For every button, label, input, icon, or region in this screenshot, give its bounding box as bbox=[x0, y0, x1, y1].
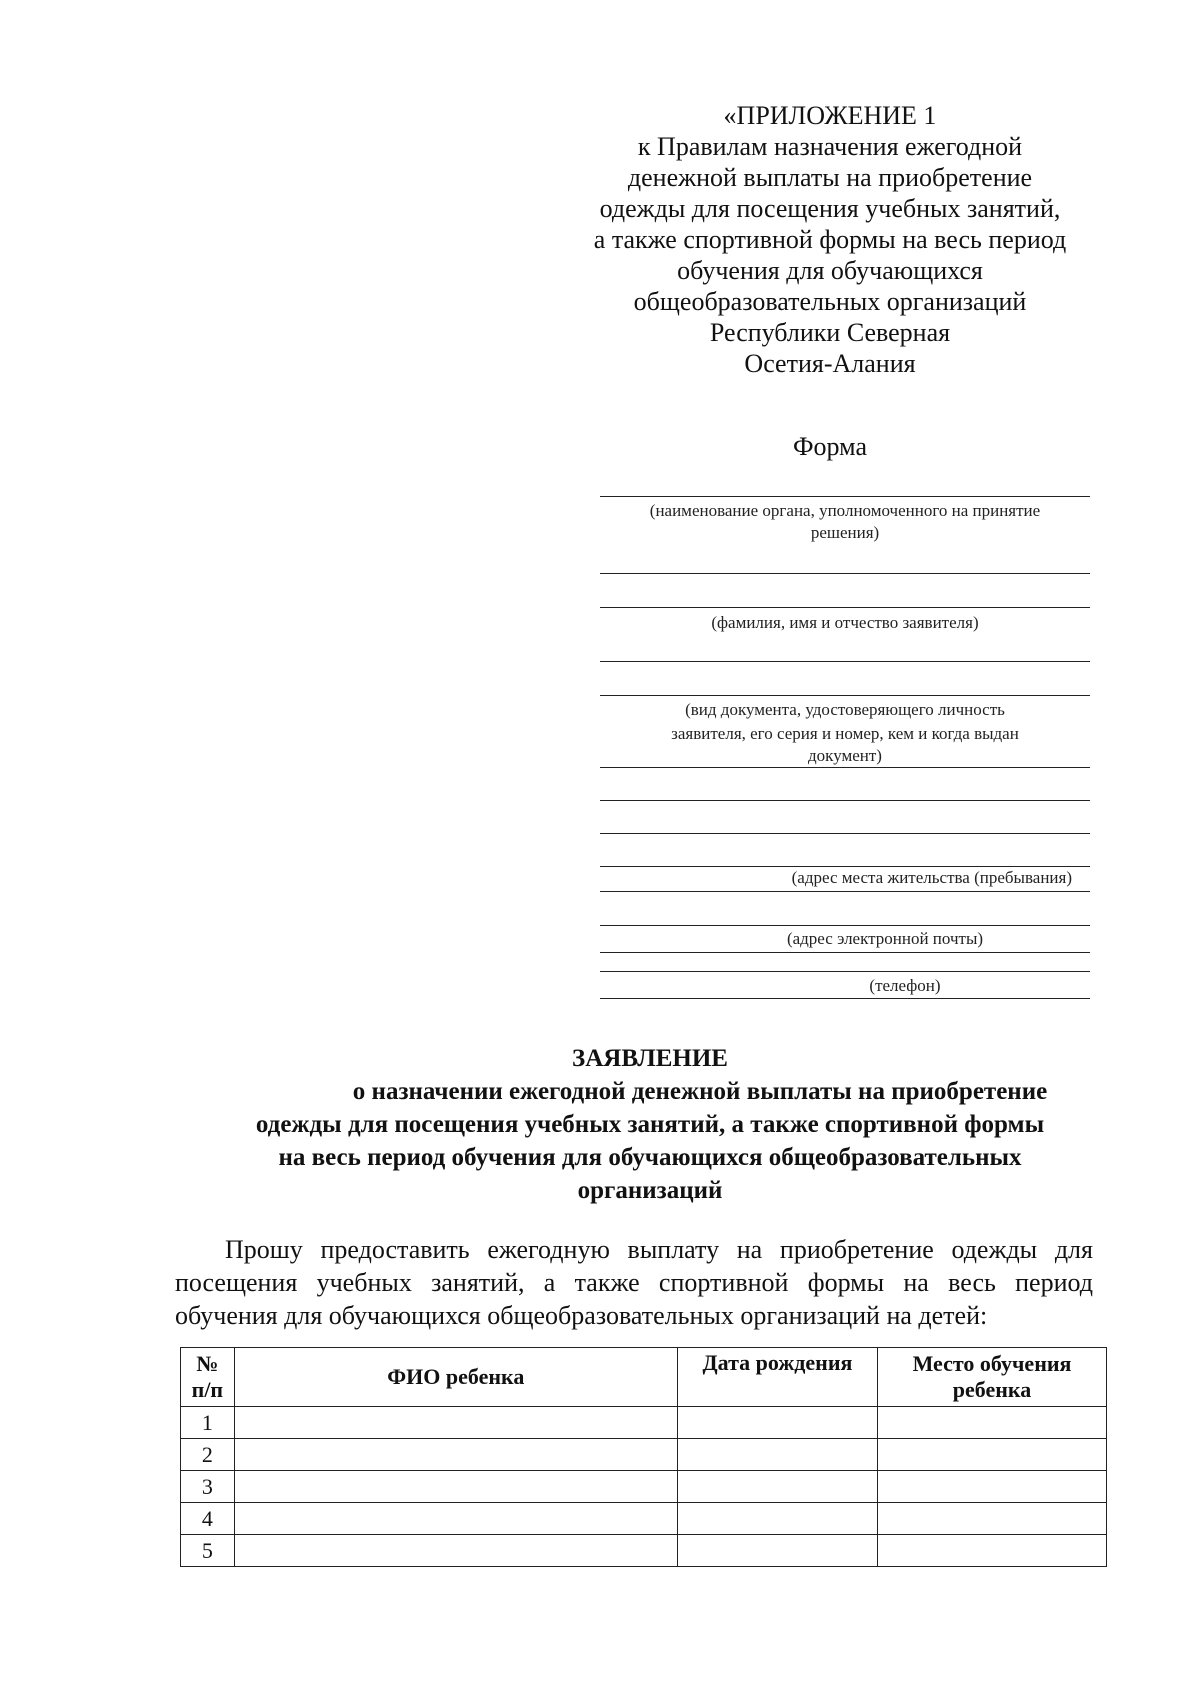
blank-line[interactable] bbox=[600, 767, 1090, 768]
col-number-header bbox=[181, 1348, 235, 1407]
fio-cell[interactable] bbox=[234, 1535, 677, 1567]
appendix-line: Осетия-Алания bbox=[744, 349, 916, 378]
id-document-caption: (вид документа, удостоверяющего личность bbox=[685, 700, 1005, 719]
appendix-line: к Правилам назначения ежегодной bbox=[637, 132, 1023, 161]
applicant-name-caption: (фамилия, имя и отчество заявителя) bbox=[711, 613, 979, 632]
appendix-line: «ПРИЛОЖЕНИЕ 1 bbox=[723, 101, 937, 130]
table-row bbox=[181, 1503, 1107, 1535]
place-cell[interactable] bbox=[878, 1471, 1107, 1503]
blank-line[interactable] bbox=[600, 661, 1090, 662]
date-cell[interactable] bbox=[677, 1439, 877, 1471]
authority-line[interactable] bbox=[600, 496, 1090, 497]
title-line: на весь период обучения для обучающихся общеобразовательных bbox=[278, 1144, 1022, 1171]
table-header-row bbox=[181, 1348, 1107, 1407]
header-text: ребенка bbox=[952, 1377, 1032, 1402]
header-text: № bbox=[196, 1351, 219, 1376]
title-heading: ЗАЯВЛЕНИЕ bbox=[572, 1045, 728, 1072]
request-paragraph bbox=[175, 1233, 1093, 1332]
authority-caption: (наименование органа, уполномоченного на принятие bbox=[649, 501, 1041, 520]
children-table bbox=[180, 1347, 1107, 1567]
id-document-line[interactable] bbox=[600, 695, 1090, 696]
date-cell[interactable] bbox=[677, 1407, 877, 1439]
date-cell[interactable] bbox=[677, 1471, 877, 1503]
table-row bbox=[181, 1535, 1107, 1567]
address-caption: (адрес места жительства (пребывания) bbox=[791, 868, 1072, 887]
email-line[interactable] bbox=[600, 925, 1090, 926]
header-text: Место обучения bbox=[912, 1351, 1072, 1376]
blank-line[interactable] bbox=[600, 833, 1090, 834]
row-number: 1 bbox=[181, 1407, 235, 1439]
id-document-caption: документ) bbox=[808, 746, 882, 765]
col-place-header bbox=[878, 1348, 1107, 1407]
table-row bbox=[181, 1471, 1107, 1503]
place-cell[interactable] bbox=[878, 1407, 1107, 1439]
appendix-header bbox=[570, 100, 1090, 379]
blank-line[interactable] bbox=[600, 800, 1090, 801]
blank-line[interactable] bbox=[600, 952, 1090, 953]
date-cell[interactable] bbox=[677, 1535, 877, 1567]
phone-caption: (телефон) bbox=[869, 976, 941, 995]
table-row bbox=[181, 1439, 1107, 1471]
fio-cell[interactable] bbox=[234, 1439, 677, 1471]
title-line: организаций bbox=[577, 1177, 723, 1204]
appendix-line: общеобразовательных организаций bbox=[633, 287, 1027, 316]
header-text: п/п bbox=[191, 1377, 224, 1402]
fio-cell[interactable] bbox=[234, 1407, 677, 1439]
appendix-line: денежной выплаты на приобретение bbox=[627, 163, 1033, 192]
form-label: Форма bbox=[793, 432, 867, 461]
place-cell[interactable] bbox=[878, 1439, 1107, 1471]
blank-line[interactable] bbox=[600, 573, 1090, 574]
appendix-line: Республики Северная bbox=[709, 318, 951, 347]
place-cell[interactable] bbox=[878, 1535, 1107, 1567]
blank-line[interactable] bbox=[600, 998, 1090, 999]
appendix-line: обучения для обучающихся bbox=[677, 256, 983, 285]
authority-caption: решения) bbox=[810, 523, 880, 542]
request-line: обучения для обучающихся общеобразовательных организаций на детей: bbox=[175, 1301, 988, 1330]
appendix-line: а также спортивной формы на весь период bbox=[593, 225, 1067, 254]
col-date-header: Дата рождения bbox=[677, 1348, 877, 1407]
request-line: Прошу предоставить ежегодную выплату на приобретение одежды для bbox=[225, 1235, 1093, 1264]
row-number: 3 bbox=[181, 1471, 235, 1503]
col-fio-header: ФИО ребенка bbox=[234, 1348, 677, 1407]
title-line: одежды для посещения учебных занятий, а также спортивной формы bbox=[255, 1111, 1045, 1138]
id-document-caption: заявителя, его серия и номер, кем и когда выдан bbox=[671, 724, 1019, 743]
applicant-name-line[interactable] bbox=[600, 607, 1090, 608]
fio-cell[interactable] bbox=[234, 1471, 677, 1503]
blank-line[interactable] bbox=[600, 891, 1090, 892]
place-cell[interactable] bbox=[878, 1503, 1107, 1535]
row-number: 4 bbox=[181, 1503, 235, 1535]
phone-line[interactable] bbox=[600, 971, 1090, 972]
table-row bbox=[181, 1407, 1107, 1439]
row-number: 5 bbox=[181, 1535, 235, 1567]
email-caption: (адрес электронной почты) bbox=[786, 929, 984, 948]
title-line: о назначении ежегодной денежной выплаты на приобретение bbox=[352, 1078, 1048, 1105]
row-number: 2 bbox=[181, 1439, 235, 1471]
appendix-line: одежды для посещения учебных занятий, bbox=[599, 194, 1061, 223]
fio-cell[interactable] bbox=[234, 1503, 677, 1535]
application-title bbox=[170, 1042, 1130, 1207]
request-line: посещения учебных занятий, а также спортивной формы на весь период bbox=[175, 1268, 1093, 1297]
date-cell[interactable] bbox=[677, 1503, 877, 1535]
